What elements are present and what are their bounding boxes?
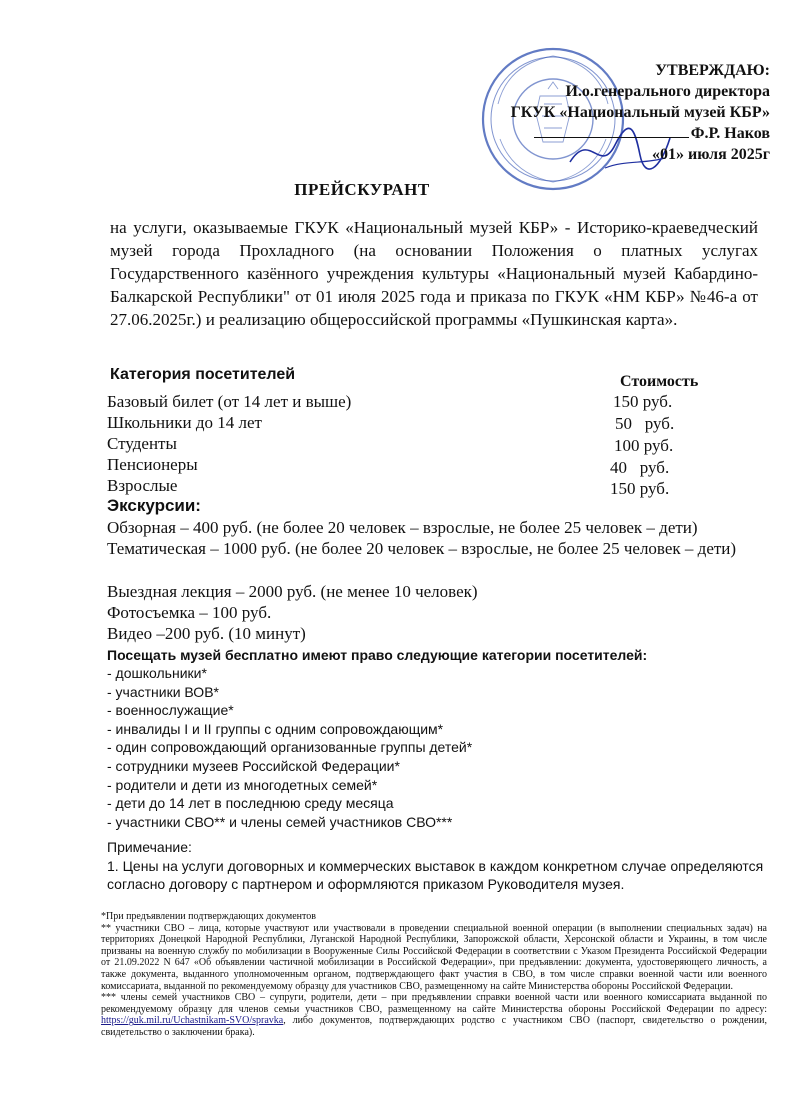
price-row-label: Пенсионеры [107, 455, 198, 474]
price-row-value: 50 руб. [615, 414, 675, 433]
price-row-value: 150 руб. [613, 392, 673, 411]
price-row-value: 100 руб. [614, 436, 674, 455]
list-item: - родители и дети из многодетных семей* [107, 776, 378, 793]
price-row-value: 150 руб. [610, 479, 670, 498]
price-row-label: Взрослые [107, 476, 178, 495]
approval-heading: УТВЕРЖДАЮ: [655, 62, 770, 79]
excursion-item: Фотосъемка – 100 руб. [107, 603, 272, 622]
approval-date: «01» июля 2025г [652, 146, 770, 163]
signature-line [534, 137, 689, 138]
approval-signatory-name: Ф.Р. Наков [690, 125, 770, 142]
excursion-item: Видео –200 руб. (10 минут) [107, 624, 306, 643]
footnote-3-text: *** члены семей участников СВО – супруги, родители, дети – при предъявлении справки военной части или военного комиссариата выданной по рекомендуемому образцу для членов семьи участников СВО, размещенному на сайте Министерства обороны Российской Федерации по адресу: [101, 992, 767, 1015]
price-row-label: Базовый билет (от 14 лет и выше) [107, 392, 352, 411]
list-item: - участники СВО** и члены семей участников СВО*** [107, 813, 453, 830]
list-item: - участники ВОВ* [107, 683, 219, 700]
category-header: Категория посетителей [110, 366, 296, 383]
approval-position: И.о.генерального директора [565, 83, 770, 100]
footnote-2: ** участники СВО – лица, которые участвуют или участвовали в проведении специальной военной операции (в выполнении специальных задач) на территориях Донецкой Народной Республики, Луганской Народной Республики, Запорожской области, Херсонской области и Украины, в том числе призваны на военную службу по мобилизации в Вооруженные Силы Российской Федерации в соответствии с Указом Президента Российской Федерации от 21.09.2022 N 647 «Об объявлении частичной мобилизации в Российской Федерации», при предъявлении: документа, удостоверяющего личность, а также документа, выданного уполномоченным органом, подтверждающего факт участия в СВО, в том числе справки военной части или военного комиссариата, выданной по рекомендуемому образцу для участников СВО, размещенному на сайте Министерства обороны Российской Федерации. [101, 922, 767, 992]
document-title-wrap [0, 180, 800, 200]
list-item: - дошкольники* [107, 665, 207, 681]
price-row-label: Школьники до 14 лет [107, 413, 262, 432]
approval-signatory [390, 123, 770, 144]
excursion-item: Обзорная – 400 руб. (не более 20 человек – взрослые, не более 25 человек – дети) [107, 518, 698, 537]
price-row-label: Студенты [107, 434, 177, 453]
approval-organization: ГКУК «Национальный музей КБР» [510, 104, 770, 121]
list-item: - сотрудники музеев Российской Федерации* [107, 757, 400, 774]
cost-header: Стоимость [620, 373, 699, 390]
footnotes [101, 911, 767, 1039]
footnote-3-link[interactable]: https://guk.mil.ru/Uchastnikam-SVO/spravka [101, 1015, 284, 1027]
list-item: - дети до 14 лет в последнюю среду месяца [107, 795, 394, 812]
approval-block [390, 60, 770, 165]
footnote-3 [101, 992, 767, 1038]
excursions-header: Экскурсии: [107, 496, 201, 515]
note-header: Примечание: [107, 839, 192, 855]
footnote-1: *При предъявлении подтверждающих документов [101, 911, 316, 922]
footnote-3-text-end: , либо документов, подтверждающих родство с участником СВО (паспорт, свидетельство о рождении, свидетельство о заключении брака). [101, 1015, 767, 1038]
free-visit-header: Посещать музей бесплатно имеют право следующие категории посетителей: [107, 647, 648, 663]
free-visit-list [107, 664, 472, 831]
excursion-item: Выездная лекция – 2000 руб. (не менее 10 человек) [107, 582, 478, 601]
excursion-item: Тематическая – 1000 руб. (не более 20 человек – взрослые, не более 25 человек – дети) [107, 539, 737, 558]
price-row-value: 40 руб. [610, 458, 670, 477]
list-item: - один сопровождающий организованные группы детей* [107, 739, 473, 756]
list-item: - военнослужащие* [107, 702, 234, 719]
list-item: - инвалиды I и II группы с одним сопровождающим* [107, 720, 444, 737]
intro-paragraph: на услуги, оказываемые ГКУК «Национальный музей КБР» - Историко-краеведческий музей города Прохладного (на основании Положения о платных услугах Государственного казённого учреждения культуры «Национальный музей Кабардино-Балкарской Республики" от 01 июля 2025 года и приказа по ГКУК «НМ КБР» №46-а от 27.06.2025г.) и реализацию общероссийской программы «Пушкинская карта». [110, 218, 758, 329]
note-text: 1. Цены на услуги договорных и коммерческих выставок в каждом конкретном случае определяются согласно договору с партнером и оформляются приказом Руководителя музея. [107, 858, 764, 892]
document-title: ПРЕЙСКУРАНТ [294, 180, 430, 199]
